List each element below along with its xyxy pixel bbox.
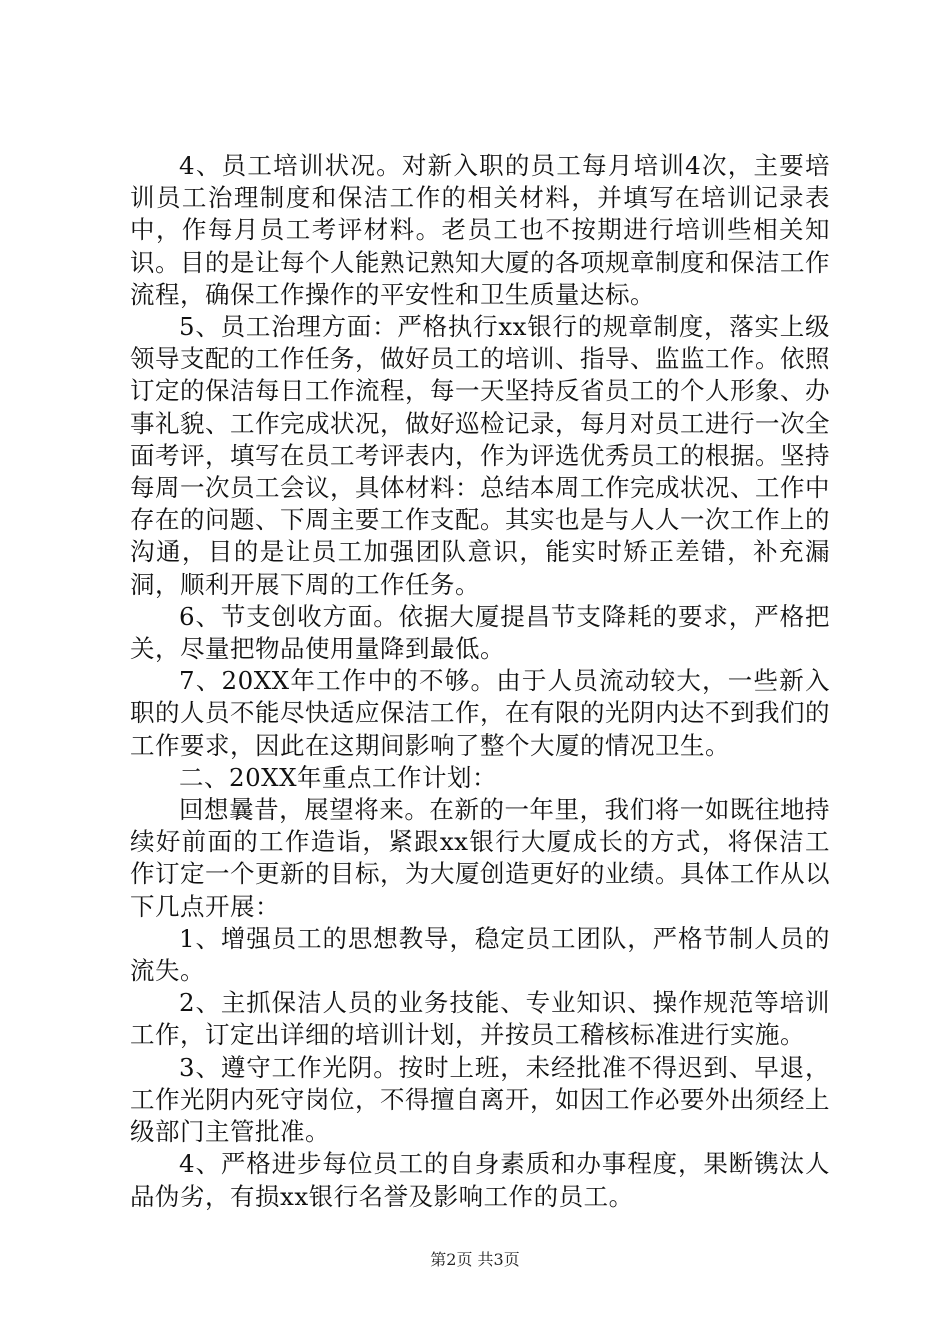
page-footer: 第2页 共3页	[430, 1250, 520, 1269]
paragraph-staff-management: 5、员工治理方面：严格执行xx银行的规章制度，落实上级领导支配的工作任务，做好员工的培训、指导、监监工作。依照订定的保洁每日工作流程，每一天坚持反省员工的个人形象、办事礼貌、工作完成状况，做好巡检记录，每月对员工进行一次全面考评，填写在员工考评表内，作为评选优秀员工的根据。坚持每周一次员工会议，具体材料：总结本周工作完成状况、工作中存在的问题、下周主要工作支配。其实也是与人人一次工作上的沟通，目的是让员工加强团队意识，能实时矫正差错，补充漏洞，顺利开展下周的工作任务。	[130, 312, 830, 599]
document-body	[130, 150, 830, 1213]
section-heading-work-plan: 二、20XX年重点工作计划：	[179, 762, 498, 792]
paragraph-cost-saving: 6、节支创收方面。依据大厦提昌节支降耗的要求，严格把关，尽量把物品使用量降到最低。	[130, 601, 830, 664]
paragraph-plan-item-1: 1、增强员工的思想教导，稳定员工团队，严格节制人员的流失。	[130, 923, 830, 986]
paragraph-training-status: 4、员工培训状况。对新入职的员工每月培训4次，主要培训员工治理制度和保洁工作的相关材料，并填写在培训记录表中，作每月员工考评材料。老员工也不按期进行培训些相关知识。目的是让每个人能熟记熟知大厦的各项规章制度和保洁工作流程，确保工作操作的平安性和卫生质量达标。	[130, 151, 830, 309]
paragraph-plan-item-3: 3、遵守工作光阴。按时上班，未经批准不得迟到、早退，工作光阴内死守岗位，不得擅自离开，如因工作必要外出须经上级部门主管批准。	[130, 1052, 830, 1147]
paragraph-plan-item-4: 4、严格进步每位员工的自身素质和办事程度，果断镌汰人品伪劣，有损xx银行名誉及影响工作的员工。	[130, 1149, 830, 1211]
paragraph-shortcomings: 7、20XX年工作中的不够。由于人员流动较大，一些新入职的人员不能尽快适应保洁工作，在有限的光阴内达不到我们的工作要求，因此在这期间影响了整个大厦的情况卫生。	[130, 666, 830, 760]
paragraph-plan-intro: 回想曩昔，展望将来。在新的一年里，我们将一如既往地持续好前面的工作造诣，紧跟xx银行大厦成长的方式，将保洁工作订定一个更新的目标，为大厦创造更好的业绩。具体工作从以下几点开展：	[130, 795, 830, 921]
paragraph-plan-item-2: 2、主抓保洁人员的业务技能、专业知识、操作规范等培训工作，订定出详细的培训计划，并按员工稽核标准进行实施。	[130, 988, 830, 1050]
